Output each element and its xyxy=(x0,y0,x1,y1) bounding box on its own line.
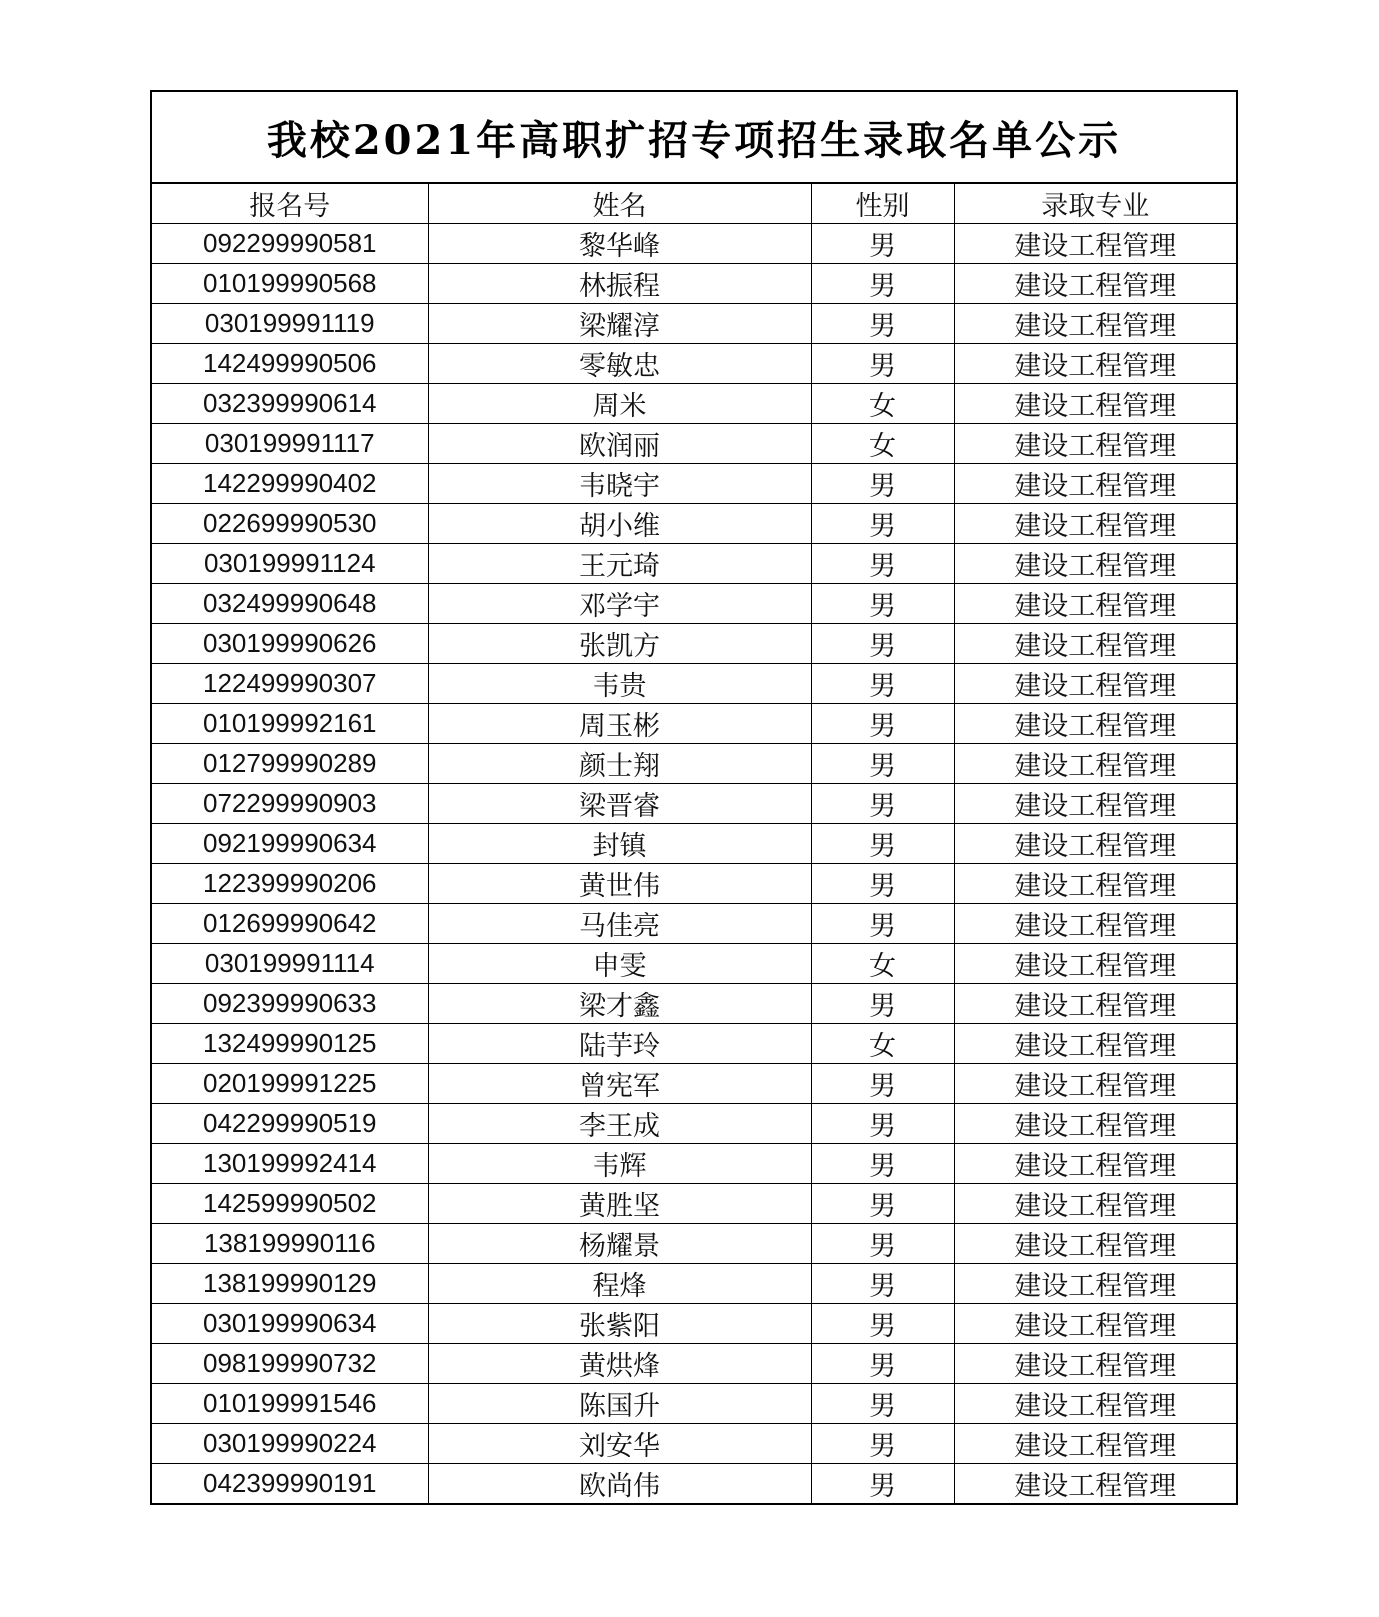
table-row xyxy=(152,1464,1236,1504)
cell-name: 王元琦 xyxy=(428,544,811,584)
table-row xyxy=(152,584,1236,624)
cell-name: 梁晋睿 xyxy=(428,784,811,824)
cell-registration-number: 012699990642 xyxy=(152,904,428,944)
cell-major: 建设工程管理 xyxy=(954,264,1236,304)
cell-sex: 男 xyxy=(811,784,954,824)
table-row xyxy=(152,504,1236,544)
cell-sex: 男 xyxy=(811,1384,954,1424)
cell-registration-number: 020199991225 xyxy=(152,1064,428,1104)
cell-name: 陈国升 xyxy=(428,1384,811,1424)
cell-major: 建设工程管理 xyxy=(954,1104,1236,1144)
cell-sex: 女 xyxy=(811,1024,954,1064)
cell-major: 建设工程管理 xyxy=(954,744,1236,784)
cell-major: 建设工程管理 xyxy=(954,624,1236,664)
cell-registration-number: 138199990129 xyxy=(152,1264,428,1304)
table-row xyxy=(152,1304,1236,1344)
cell-sex: 男 xyxy=(811,1464,954,1504)
cell-sex: 男 xyxy=(811,1304,954,1344)
table-row xyxy=(152,1384,1236,1424)
cell-name: 申雯 xyxy=(428,944,811,984)
cell-registration-number: 130199992414 xyxy=(152,1144,428,1184)
cell-name: 周米 xyxy=(428,384,811,424)
cell-major: 建设工程管理 xyxy=(954,864,1236,904)
cell-registration-number: 042399990191 xyxy=(152,1464,428,1504)
cell-major: 建设工程管理 xyxy=(954,664,1236,704)
cell-major: 建设工程管理 xyxy=(954,384,1236,424)
cell-sex: 男 xyxy=(811,304,954,344)
cell-name: 林振程 xyxy=(428,264,811,304)
cell-major: 建设工程管理 xyxy=(954,1464,1236,1504)
column-header-name: 姓名 xyxy=(428,184,811,224)
cell-registration-number: 132499990125 xyxy=(152,1024,428,1064)
table-row xyxy=(152,984,1236,1024)
cell-registration-number: 092299990581 xyxy=(152,224,428,264)
cell-registration-number: 138199990116 xyxy=(152,1224,428,1264)
cell-sex: 男 xyxy=(811,704,954,744)
table-row xyxy=(152,664,1236,704)
header-row xyxy=(152,184,1236,224)
table-row xyxy=(152,264,1236,304)
cell-sex: 女 xyxy=(811,424,954,464)
cell-major: 建设工程管理 xyxy=(954,1344,1236,1384)
cell-registration-number: 122399990206 xyxy=(152,864,428,904)
cell-name: 程烽 xyxy=(428,1264,811,1304)
cell-sex: 男 xyxy=(811,984,954,1024)
cell-registration-number: 092399990633 xyxy=(152,984,428,1024)
cell-name: 胡小维 xyxy=(428,504,811,544)
cell-major: 建设工程管理 xyxy=(954,504,1236,544)
table-row xyxy=(152,424,1236,464)
cell-major: 建设工程管理 xyxy=(954,304,1236,344)
cell-sex: 女 xyxy=(811,384,954,424)
cell-name: 欧尚伟 xyxy=(428,1464,811,1504)
cell-major: 建设工程管理 xyxy=(954,464,1236,504)
cell-major: 建设工程管理 xyxy=(954,904,1236,944)
table-row xyxy=(152,304,1236,344)
cell-name: 刘安华 xyxy=(428,1424,811,1464)
cell-sex: 男 xyxy=(811,824,954,864)
cell-name: 张紫阳 xyxy=(428,1304,811,1344)
cell-major: 建设工程管理 xyxy=(954,1424,1236,1464)
column-header-id: 报名号 xyxy=(152,184,428,224)
table-row xyxy=(152,344,1236,384)
table-row xyxy=(152,1264,1236,1304)
cell-registration-number: 032499990648 xyxy=(152,584,428,624)
cell-major: 建设工程管理 xyxy=(954,1144,1236,1184)
cell-sex: 男 xyxy=(811,1224,954,1264)
table-header xyxy=(152,184,1236,224)
table-row xyxy=(152,784,1236,824)
cell-sex: 男 xyxy=(811,664,954,704)
cell-name: 张凯方 xyxy=(428,624,811,664)
table-row xyxy=(152,704,1236,744)
cell-registration-number: 032399990614 xyxy=(152,384,428,424)
cell-major: 建设工程管理 xyxy=(954,1224,1236,1264)
column-header-major: 录取专业 xyxy=(954,184,1236,224)
cell-registration-number: 122499990307 xyxy=(152,664,428,704)
table-row xyxy=(152,224,1236,264)
cell-sex: 男 xyxy=(811,1064,954,1104)
cell-sex: 男 xyxy=(811,1104,954,1144)
cell-major: 建设工程管理 xyxy=(954,344,1236,384)
cell-major: 建设工程管理 xyxy=(954,424,1236,464)
cell-sex: 男 xyxy=(811,1184,954,1224)
admission-table xyxy=(152,184,1236,1503)
cell-name: 零敏忠 xyxy=(428,344,811,384)
cell-sex: 男 xyxy=(811,744,954,784)
cell-name: 梁才鑫 xyxy=(428,984,811,1024)
cell-sex: 男 xyxy=(811,264,954,304)
cell-name: 曾宪军 xyxy=(428,1064,811,1104)
table-row xyxy=(152,1024,1236,1064)
cell-registration-number: 042299990519 xyxy=(152,1104,428,1144)
cell-registration-number: 010199990568 xyxy=(152,264,428,304)
cell-sex: 男 xyxy=(811,584,954,624)
admission-list-sheet xyxy=(150,90,1238,1505)
table-row xyxy=(152,864,1236,904)
cell-name: 颜士翔 xyxy=(428,744,811,784)
table-row xyxy=(152,1344,1236,1384)
cell-name: 黎华峰 xyxy=(428,224,811,264)
cell-major: 建设工程管理 xyxy=(954,824,1236,864)
cell-sex: 男 xyxy=(811,544,954,584)
cell-registration-number: 072299990903 xyxy=(152,784,428,824)
cell-name: 韦辉 xyxy=(428,1144,811,1184)
cell-major: 建设工程管理 xyxy=(954,584,1236,624)
cell-sex: 男 xyxy=(811,904,954,944)
cell-sex: 男 xyxy=(811,224,954,264)
cell-major: 建设工程管理 xyxy=(954,784,1236,824)
cell-sex: 男 xyxy=(811,1344,954,1384)
cell-registration-number: 010199991546 xyxy=(152,1384,428,1424)
cell-registration-number: 030199990634 xyxy=(152,1304,428,1344)
cell-name: 黄烘烽 xyxy=(428,1344,811,1384)
cell-name: 杨耀景 xyxy=(428,1224,811,1264)
cell-name: 周玉彬 xyxy=(428,704,811,744)
cell-registration-number: 030199991114 xyxy=(152,944,428,984)
cell-name: 梁耀淳 xyxy=(428,304,811,344)
table-body xyxy=(152,224,1236,1504)
cell-registration-number: 098199990732 xyxy=(152,1344,428,1384)
table-row xyxy=(152,904,1236,944)
cell-name: 韦贵 xyxy=(428,664,811,704)
cell-major: 建设工程管理 xyxy=(954,1384,1236,1424)
cell-name: 封镇 xyxy=(428,824,811,864)
table-row xyxy=(152,1184,1236,1224)
cell-sex: 男 xyxy=(811,1144,954,1184)
cell-major: 建设工程管理 xyxy=(954,224,1236,264)
cell-sex: 男 xyxy=(811,1424,954,1464)
table-row xyxy=(152,1064,1236,1104)
table-row xyxy=(152,1144,1236,1184)
cell-registration-number: 142599990502 xyxy=(152,1184,428,1224)
cell-registration-number: 142299990402 xyxy=(152,464,428,504)
table-row xyxy=(152,744,1236,784)
table-row xyxy=(152,624,1236,664)
cell-registration-number: 030199990626 xyxy=(152,624,428,664)
cell-major: 建设工程管理 xyxy=(954,944,1236,984)
cell-registration-number: 092199990634 xyxy=(152,824,428,864)
cell-name: 韦晓宇 xyxy=(428,464,811,504)
cell-name: 黄胜坚 xyxy=(428,1184,811,1224)
cell-name: 欧润丽 xyxy=(428,424,811,464)
cell-sex: 男 xyxy=(811,344,954,384)
cell-registration-number: 010199992161 xyxy=(152,704,428,744)
cell-major: 建设工程管理 xyxy=(954,1184,1236,1224)
cell-name: 黄世伟 xyxy=(428,864,811,904)
page-title: 我校2021年高职扩招专项招生录取名单公示 xyxy=(152,92,1236,184)
cell-major: 建设工程管理 xyxy=(954,1024,1236,1064)
cell-name: 邓学宇 xyxy=(428,584,811,624)
table-row xyxy=(152,944,1236,984)
cell-major: 建设工程管理 xyxy=(954,544,1236,584)
cell-major: 建设工程管理 xyxy=(954,1304,1236,1344)
cell-major: 建设工程管理 xyxy=(954,1064,1236,1104)
table-row xyxy=(152,1424,1236,1464)
column-header-sex: 性别 xyxy=(811,184,954,224)
cell-sex: 男 xyxy=(811,464,954,504)
cell-sex: 男 xyxy=(811,1264,954,1304)
cell-registration-number: 012799990289 xyxy=(152,744,428,784)
cell-major: 建设工程管理 xyxy=(954,984,1236,1024)
cell-name: 马佳亮 xyxy=(428,904,811,944)
table-row xyxy=(152,1224,1236,1264)
table-row xyxy=(152,1104,1236,1144)
cell-registration-number: 030199991124 xyxy=(152,544,428,584)
cell-registration-number: 030199990224 xyxy=(152,1424,428,1464)
cell-major: 建设工程管理 xyxy=(954,704,1236,744)
table-row xyxy=(152,544,1236,584)
cell-registration-number: 022699990530 xyxy=(152,504,428,544)
cell-sex: 男 xyxy=(811,864,954,904)
cell-sex: 女 xyxy=(811,944,954,984)
cell-name: 陆芋玲 xyxy=(428,1024,811,1064)
cell-registration-number: 142499990506 xyxy=(152,344,428,384)
table-row xyxy=(152,384,1236,424)
cell-registration-number: 030199991119 xyxy=(152,304,428,344)
cell-registration-number: 030199991117 xyxy=(152,424,428,464)
table-row xyxy=(152,464,1236,504)
cell-major: 建设工程管理 xyxy=(954,1264,1236,1304)
cell-sex: 男 xyxy=(811,504,954,544)
table-row xyxy=(152,824,1236,864)
cell-name: 李王成 xyxy=(428,1104,811,1144)
cell-sex: 男 xyxy=(811,624,954,664)
